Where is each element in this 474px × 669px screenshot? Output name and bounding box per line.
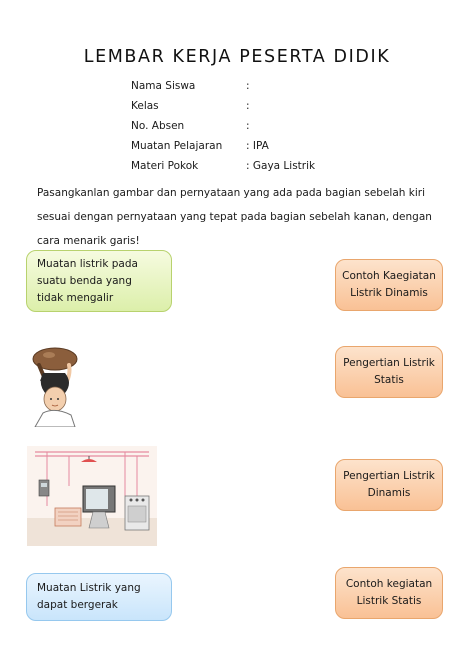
- statement-text: Muatan listrik pada suatu benda yang tidak mengalir: [37, 257, 138, 304]
- identity-label: Nama Siswa: [131, 80, 196, 92]
- identity-label: Materi Pokok: [131, 160, 199, 172]
- identity-label: No. Absen: [131, 120, 185, 132]
- statement-text: Muatan Listrik yang dapat bergerak: [37, 582, 141, 611]
- identity-value: : IPA: [246, 140, 269, 152]
- identity-label: Kelas: [131, 100, 159, 112]
- statement-static-charge[interactable]: [26, 250, 172, 312]
- identity-value: :: [246, 120, 250, 132]
- identity-value: :: [246, 100, 250, 112]
- electrical-room-appliances-illustration[interactable]: [27, 446, 157, 546]
- answer-box[interactable]: [335, 346, 443, 398]
- answer-text: Pengertian Listrik Dinamis: [343, 470, 435, 499]
- answer-text: Contoh Kaegiatan Listrik Dinamis: [342, 270, 436, 299]
- answer-box[interactable]: [335, 459, 443, 511]
- answer-text: Contoh kegiatan Listrik Statis: [345, 578, 433, 607]
- answer-box[interactable]: [335, 259, 443, 311]
- boy-holding-balloon-illustration[interactable]: [25, 345, 85, 427]
- identity-label: Muatan Pelajaran: [131, 140, 223, 152]
- statement-moving-charge[interactable]: [26, 573, 172, 621]
- instruction-text: Pasangkanlan gambar dan pernyataan yang ada pada bagian sebelah kiri sesuai dengan pernyataan yang tepat pada bagian sebelah kanan, dengan cara menarik garis!: [37, 187, 432, 247]
- answer-box[interactable]: [335, 567, 443, 619]
- identity-value: : Gaya Listrik: [246, 160, 316, 172]
- answer-text: Pengertian Listrik Statis: [343, 357, 435, 386]
- page-title: LEMBAR KERJA PESERTA DIDIK: [83, 47, 391, 67]
- identity-value: :: [246, 80, 250, 92]
